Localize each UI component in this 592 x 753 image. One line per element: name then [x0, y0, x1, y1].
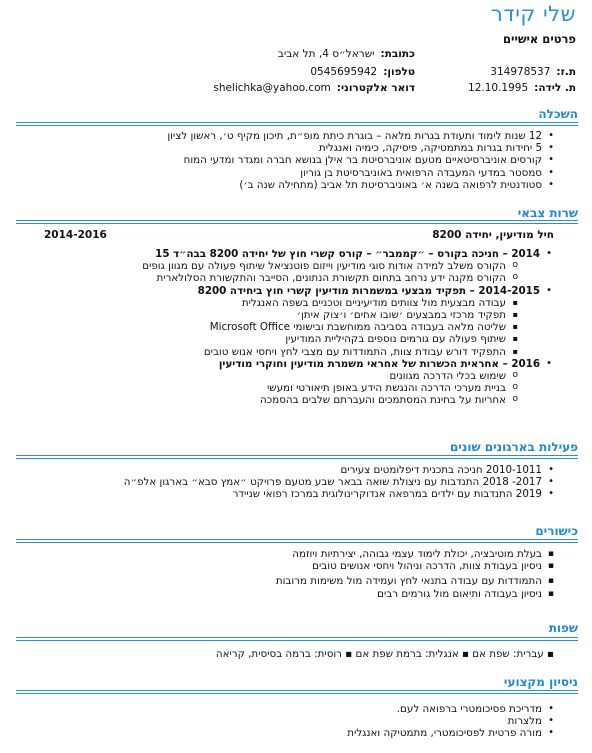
email-label: דואר אלקטרוני: [336, 82, 415, 94]
address-label: כתובת: [380, 48, 415, 60]
phone-label: טלפון: [383, 66, 415, 78]
languages-rule-bottom [16, 640, 578, 641]
list-item: • סטודנטית לרפואה בשנה א׳ באוניברסיטת תל אביב (מתחילה שנה ב׳) [20, 179, 554, 191]
education-rule-bottom [16, 125, 578, 126]
phone-row [310, 66, 415, 78]
list-item: • 2019 התנדבות עם ילדים במרפאה אנדוקרינולוגית במרכז רפואי שניידר [20, 488, 554, 500]
experience-list [20, 703, 554, 740]
list-item [20, 358, 552, 407]
organizations-list [20, 464, 554, 501]
candidate-name: שלי קידר [490, 2, 576, 26]
organizations-rule-top [16, 455, 578, 456]
list-item: o שימוש בכלי הדרכה מגוונים [20, 370, 518, 382]
languages-title: שפות [548, 621, 578, 635]
email-row [213, 82, 415, 94]
experience-title: ניסיון מקצועי [503, 675, 578, 689]
address-row [278, 48, 415, 60]
id-row [490, 66, 576, 78]
list-item: ▪ התפקיד דורש עבודת צוות, התמודדות עם מצבי לחץ ויחסי אנוש טובים [20, 346, 518, 358]
list-item: o בניית מערכי הדרכה והנגשת הידע באופן תיאורטי ומעשי [20, 382, 518, 394]
phone-value: 0545695942 [310, 66, 378, 78]
army-years: 2014-2016 [44, 229, 107, 241]
experience-rule-bottom [16, 693, 578, 694]
list-item: • סמסטר במדעי המעבדה הרפואית באוניברסיטת בן גוריון [20, 167, 554, 179]
army-sublist [20, 297, 540, 358]
address-value: ישראל״ס 4, תל אביב [277, 48, 375, 60]
skills-list [20, 548, 554, 600]
army-rule-bottom [16, 223, 578, 224]
army-rule-top [16, 220, 578, 221]
list-item: ▪ ניסיון בעבודת צוות, הדרכה וניהול ויחסי אנושים טובים [20, 560, 554, 572]
skills-rule-bottom [16, 542, 578, 543]
list-item: • 12 שנות לימוד ותעודת בגרות מלאה – בוגרת כיתת מופ״ת, תיכון מקיף ט׳, ראשון לציון [20, 130, 554, 142]
list-item: • 2010-1011 חניכה בתכנית דיפלומטים צעירים [20, 464, 554, 476]
id-label: ת.ז: [556, 66, 576, 78]
skills-rule-top [16, 539, 578, 540]
languages-rule-top [16, 637, 578, 638]
birth-label: ת. לידה: [534, 82, 576, 94]
army-sublist [20, 260, 540, 284]
list-item: o הקורס משלב למידה אודות סוגי מודיעין וייזום פוטנציאל שיתוף פעולה עם מגוון גופים [20, 260, 518, 272]
army-group-head: 2014 – חניכה בקורס – ״קממבר״ – קורס קשרי חוץ של יחידה 8200 בבה״ד 15 [155, 248, 540, 260]
email-value[interactable]: shelichka@yahoo.com [213, 82, 331, 94]
languages-line: ▪ עברית: שפת אם ▪ אנגלית: ברמת שפת אם ▪ רוסית: ברמה בסיסית, קריאה [215, 648, 554, 660]
army-group-head: 2014-2015 – תפקיד מבצעי במשמרות מודיעין קשרי חוץ ביחידה 8200 [197, 284, 540, 297]
army-role: חיל מודיעין, יחידה 8200 [432, 229, 554, 241]
list-item: ▪ ניסיון בעבודה ותיאום מול גורמים רבים [20, 588, 554, 600]
education-list [20, 130, 554, 191]
personal-details-title: פרטים אישיים [503, 32, 576, 46]
army-sublist [20, 370, 540, 407]
list-item: o הקורס מקנה ידע נרחב בתחום תקשורת הנתונים, הסייבר והתקשורת הסלולארית [20, 272, 518, 284]
list-item: ▪ עבודה מבצעית מול צוותים מודיעיניים וטכניים בשפה האנגלית [20, 297, 518, 309]
list-item: ▪ התמודדות עם עבודה בתנאי לחץ ועמידה מול משימות מרובות [20, 575, 554, 587]
list-item: ▪ בעלת מוטיבציה, יכולת לימוד עצמי גבוהה, יצירתיות ויוזמה [20, 548, 554, 560]
list-item: • 5 יחידות בגרות במתמטיקה, פיסיקה, כימיה ואנגלית [20, 142, 554, 154]
experience-rule-top [16, 690, 578, 691]
list-item: ▪ שיתוף פעולה עם גורמים נוספים בקהיליית המודיעין [20, 333, 518, 345]
birth-row [468, 82, 576, 94]
education-title: השכלה [538, 107, 578, 121]
army-title: שרות צבאי [517, 206, 578, 220]
list-item: • מדריכת פסיכומטרי ברפואה לעם. [20, 703, 554, 715]
army-list [20, 248, 552, 407]
birth-value: 12.10.1995 [468, 82, 529, 94]
organizations-title: פעילות בארגונים שונים [450, 440, 578, 454]
army-group-head: 2016 – אחראית הכשרות של אחראי משמרת מודיעין וחוקרי מודיעין [218, 357, 540, 370]
id-value: 314978537 [490, 66, 551, 78]
list-item: ▪ שליטה מלאה בעבודה בסביבה ממוחשבת ובישומי Microsoft Office [20, 321, 518, 333]
organizations-rule-bottom [16, 458, 578, 459]
list-item [20, 248, 552, 285]
list-item: • מורה פרטית לפסיכומטרי, מתמטיקה ואנגלית [20, 727, 554, 739]
skills-title: כישורים [535, 524, 578, 538]
list-item: o אחריות על בחינת המסתמכים והעברתם שלבים בהסמכה [20, 394, 518, 406]
army-header [44, 229, 554, 241]
education-rule-top [16, 122, 578, 123]
list-item: • קורסים אוניברסיטאיים מטעם אוניברסיטת בר אילן בנושא חברה ומגדר ומדעי המוח [20, 154, 554, 166]
list-item [20, 285, 552, 358]
list-item: • מלצרות [20, 715, 554, 727]
list-item: • 2017- 2018 התנדבות עם ניצולת שואה בבאר שבע מטעם פרויקט ״אמץ סבא״ בארגון אלפ״ה [20, 476, 554, 488]
list-item: ▪ תפקיד מרכזי במבצעים ׳שובו אחים׳ ו׳צוק איתן׳ [20, 309, 518, 321]
